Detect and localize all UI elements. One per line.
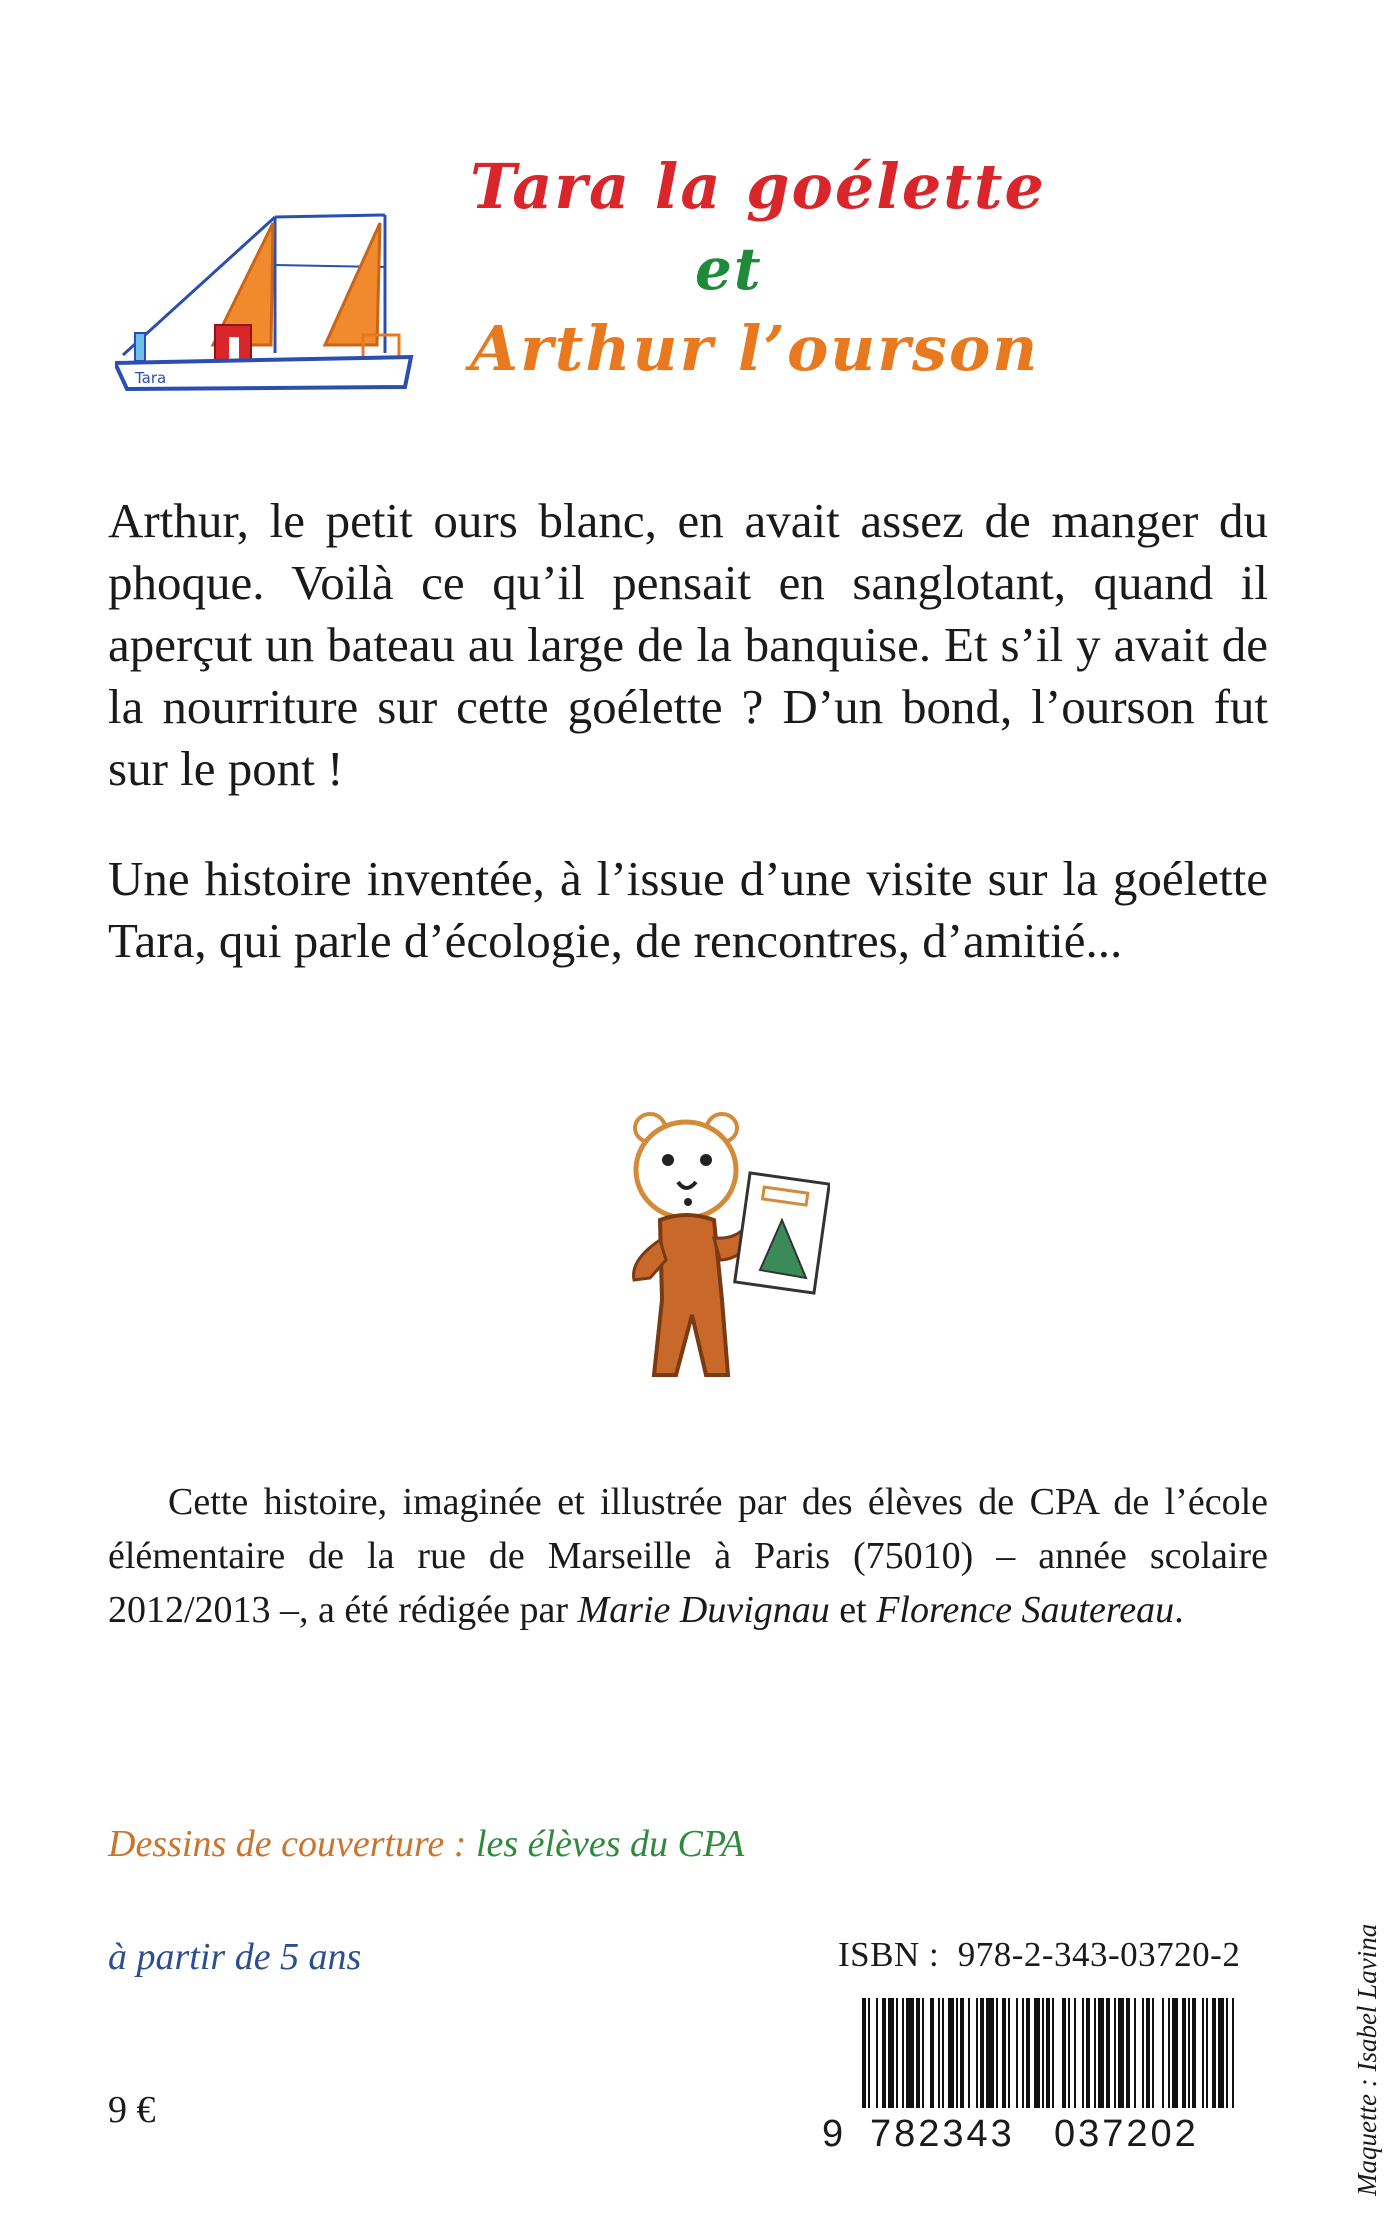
barcode-bar (1008, 1998, 1010, 2108)
barcode-bar (888, 1998, 894, 2108)
barcode-bar (1094, 1998, 1096, 2108)
title-line-1: Tara la goélette (470, 150, 1046, 223)
barcode-bar (1016, 1998, 1018, 2108)
age-range: à partir de 5 ans (108, 1936, 362, 1978)
description-paragraph: Une histoire inventée, à l’issue d’une visite sur la goélette Tara, qui parle d’écologie, de rencontres, d’amitié... (108, 851, 1268, 968)
barcode-bar (1042, 1998, 1044, 2108)
isbn-line (838, 1935, 1240, 1975)
boat-drawing (115, 205, 425, 395)
barcode-bar (916, 1998, 920, 2108)
barcode-bar (1082, 1998, 1084, 2108)
barcode-bar (1062, 1998, 1066, 2108)
barcode-bar (1052, 1998, 1054, 2108)
barcode-bar (1114, 1998, 1116, 2108)
barcode-bar (1134, 1998, 1136, 2108)
title-line-3: Arthur l’ourson (470, 312, 1040, 385)
barcode-group-2: 037202 (1054, 2113, 1199, 2155)
barcode-bar (1172, 1998, 1178, 2108)
bear-drawing-icon (610, 1110, 830, 1390)
barcode-bar (976, 1998, 978, 2108)
barcode-bar (930, 1998, 934, 2108)
cover-credit-label: Dessins de couverture : (108, 1823, 467, 1865)
author-1: Marie Duvignau (577, 1589, 830, 1631)
barcode-bar (876, 1998, 878, 2108)
barcode-bar (1074, 1998, 1076, 2108)
barcode-bar (1226, 1998, 1228, 2108)
barcode-bar (1188, 1998, 1190, 2108)
barcode-bar (1106, 1998, 1110, 2108)
barcode-bar (960, 1998, 964, 2108)
barcode-bar (968, 1998, 970, 2108)
isbn-label: ISBN : (838, 1935, 940, 1974)
layout-credit: Maquette : Isabel Lavina (1352, 1923, 1382, 2196)
barcode-bar (1192, 1998, 1196, 2108)
barcode-bar (1068, 1998, 1070, 2108)
barcode-bar (1086, 1998, 1090, 2108)
barcode-bar (896, 1998, 898, 2108)
barcode-bar (1098, 1998, 1104, 2108)
barcode-group-1: 782343 (870, 2113, 1015, 2155)
barcode-bar (922, 1998, 924, 2108)
barcode-bar (1022, 1998, 1024, 2108)
barcode-bar (868, 1998, 870, 2108)
barcode-bar (902, 1998, 904, 2108)
author-2: Florence Sautereau (876, 1589, 1175, 1631)
authors-credit (108, 1475, 1268, 1637)
barcode-bar (980, 1998, 984, 2108)
isbn-value: 978-2-343-03720-2 (957, 1935, 1241, 1974)
barcode-bar (1034, 1998, 1040, 2108)
barcode-bar (1026, 1998, 1030, 2108)
barcode-bar (1142, 1998, 1144, 2108)
barcode-bar (1126, 1998, 1130, 2108)
barcode-bar (862, 1998, 866, 2108)
barcode-bar (948, 1998, 954, 2108)
credit-end: . (1174, 1589, 1184, 1631)
barcode-bar (1232, 1998, 1234, 2108)
barcode-bar (1146, 1998, 1150, 2108)
cover-credit (108, 1822, 744, 1866)
title-line-2: et (695, 235, 763, 303)
barcode-bar (942, 1998, 944, 2108)
barcode-bar (1162, 1998, 1164, 2108)
barcode-digit-first: 9 (822, 2113, 844, 2155)
summary-paragraph: Arthur, le petit ours blanc, en avait assez de manger du phoque. Voilà ce qu’il pensait en sanglotant, quand il aperçut un bateau au large de la banquise. Et s’il y avait de la nourriture sur cette goélette ? D’un bond, l’ourson fut sur le pont ! (108, 493, 1268, 796)
barcode-bar (956, 1998, 958, 2108)
barcode-bar (1046, 1998, 1050, 2108)
barcode-bar (986, 1998, 994, 2108)
barcode-bar (906, 1998, 914, 2108)
barcode-bar (1218, 1998, 1224, 2108)
price: 9 € (108, 2089, 156, 2131)
barcode-bar (938, 1998, 940, 2108)
barcode-bar (1182, 1998, 1186, 2108)
cover-credit-value: les élèves du CPA (475, 1823, 745, 1865)
barcode-bar (1002, 1998, 1006, 2108)
barcode-bar (1118, 1998, 1124, 2108)
barcode-bar (996, 1998, 998, 2108)
barcode-bars (862, 1998, 1292, 2113)
barcode-bar (1168, 1998, 1170, 2108)
barcode-bar (1206, 1998, 1208, 2108)
barcode-bar (1212, 1998, 1216, 2108)
credit-and: et (829, 1589, 877, 1631)
barcode-bar (1202, 1998, 1204, 2108)
credit-text: Cette histoire, imaginée et illustrée par des élèves de CPA de l’école élémentaire de la rue de Marseille à Paris (75010) – année scolaire 2012/2013 –, a été rédigée par (108, 1481, 1268, 1631)
barcode-bar (882, 1998, 886, 2108)
barcode (822, 1998, 1252, 2170)
boat-label: Tara (135, 369, 167, 387)
barcode-bar (1152, 1998, 1154, 2108)
